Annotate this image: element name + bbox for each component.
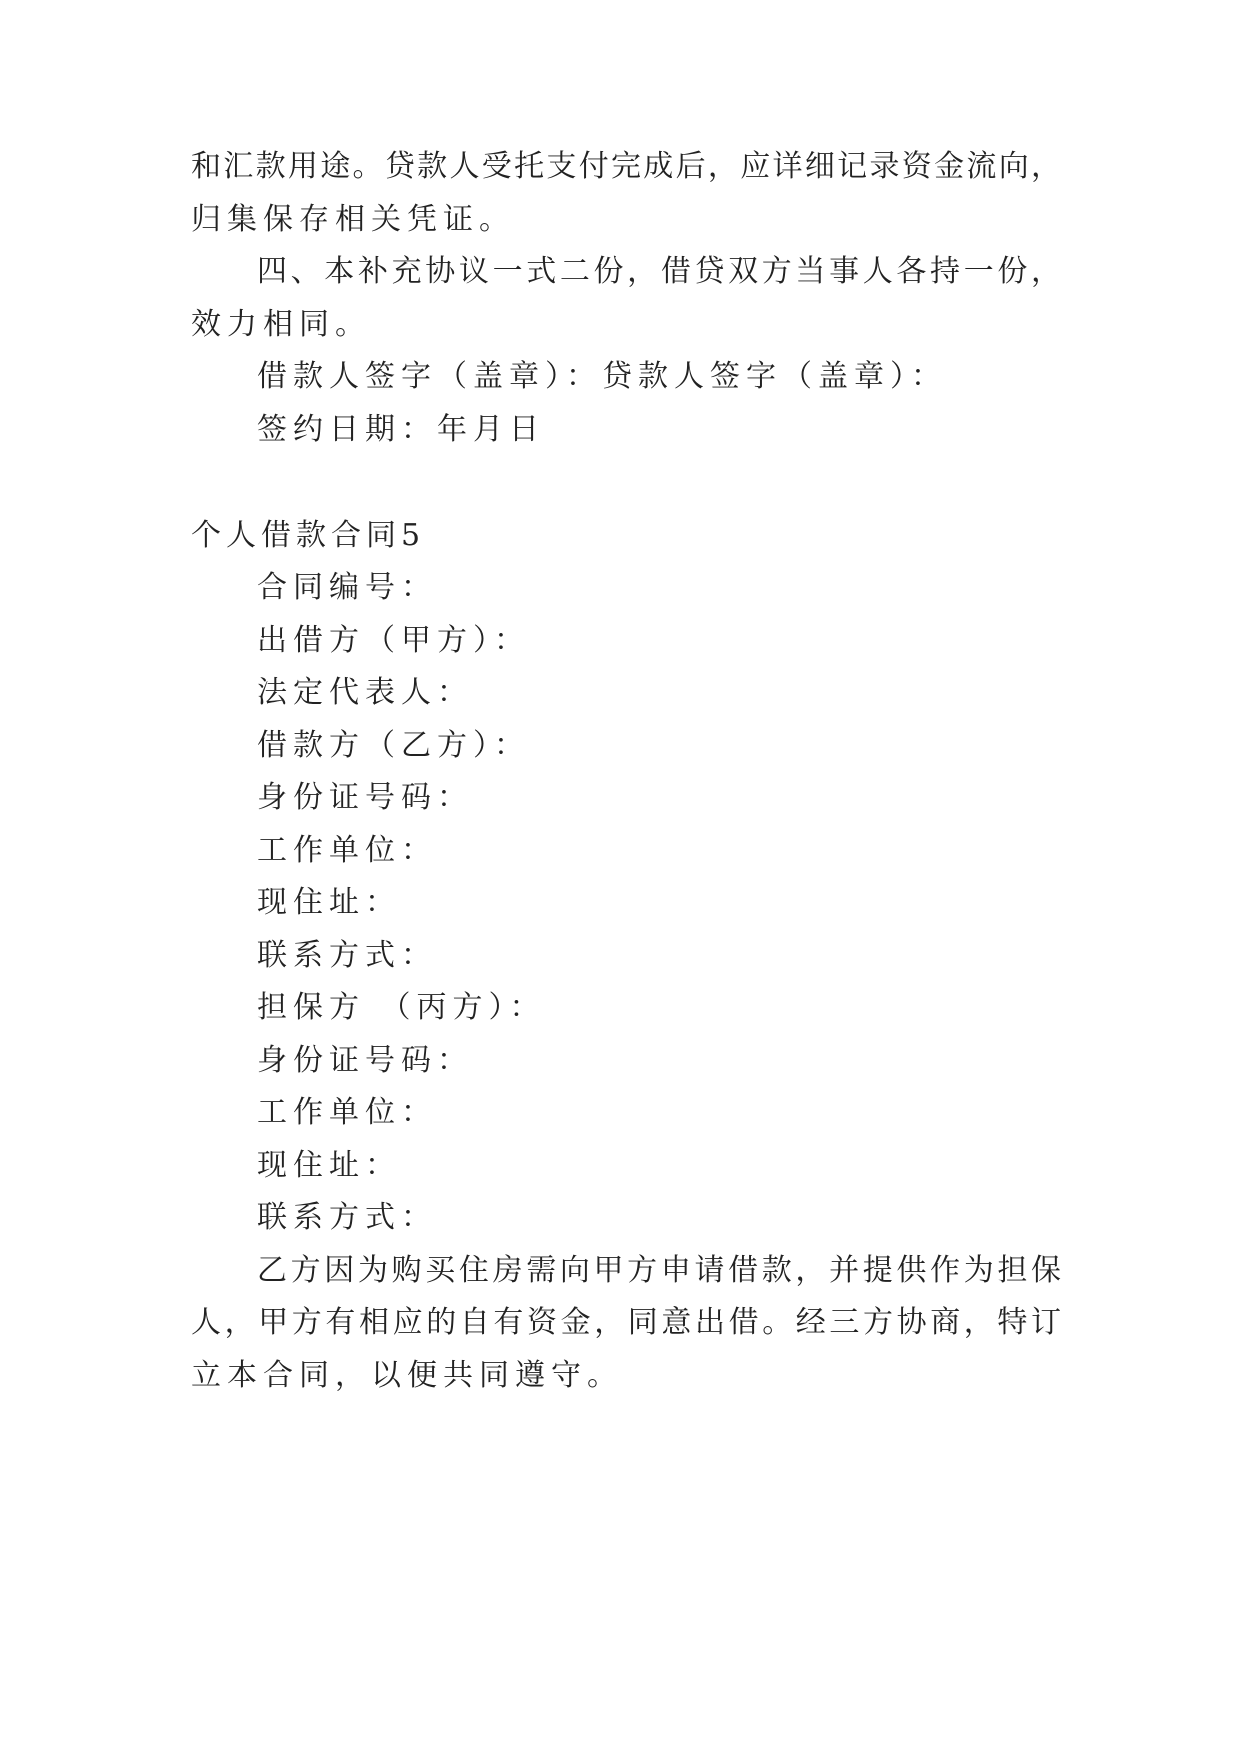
paragraph-line: 四、本补充协议一式二份，借贷双方当事人各持一份， [257,254,1061,289]
field-borrower-employer: 工作单位： [257,833,437,868]
field-guarantor: 担保方 （丙方）： [257,990,546,1025]
field-guarantor-employer: 工作单位： [257,1095,437,1130]
field-borrower-id-number: 身份证号码： [257,780,473,815]
paragraph-line: 人，甲方有相应的自有资金，同意出借。经三方协商，特订 [191,1305,1061,1340]
field-legal-representative: 法定代表人： [257,675,473,710]
paragraph-line: 归集保存相关凭证。 [191,202,515,237]
paragraph-line: 乙方因为购买住房需向甲方申请借款，并提供作为担保 [257,1253,1061,1288]
field-guarantor-address: 现住址： [257,1148,401,1183]
field-lender: 出借方（甲方）： [257,623,530,658]
paragraph-line: 和汇款用途。贷款人受托支付完成后，应详细记录资金流向， [191,149,1061,184]
field-borrower-address: 现住址： [257,885,401,920]
paragraph-line: 立本合同，以便共同遵守。 [191,1358,623,1393]
field-contract-number: 合同编号： [257,570,437,605]
contract-title: 个人借款合同5 [191,518,426,553]
sign-date-line: 签约日期：年月日 [257,412,545,447]
paragraph-line: 效力相同。 [191,307,371,342]
signature-line: 借款人签字（盖章）：贷款人签字（盖章）： [257,359,947,394]
field-guarantor-id-number: 身份证号码： [257,1043,473,1078]
field-borrower: 借款方（乙方）： [257,728,530,763]
field-borrower-contact: 联系方式： [257,938,437,973]
field-guarantor-contact: 联系方式： [257,1200,437,1235]
